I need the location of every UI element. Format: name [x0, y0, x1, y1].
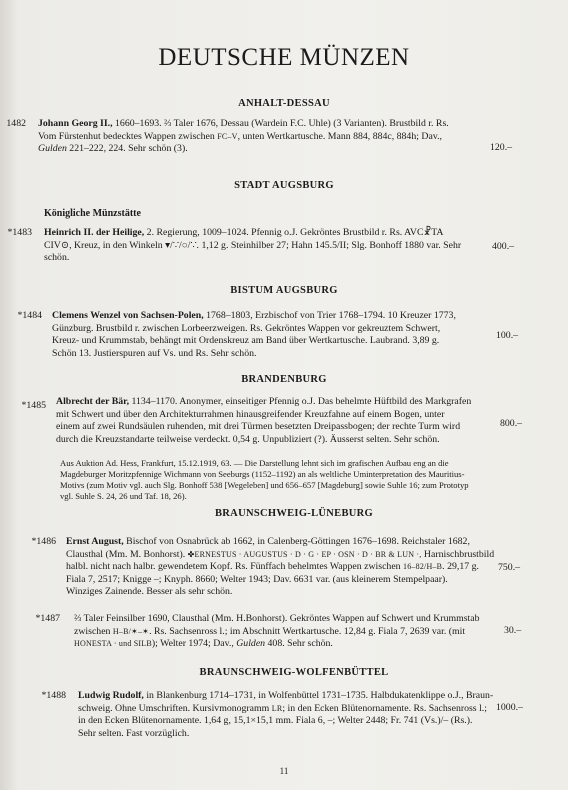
- ruler-name: Ludwig Rudolf,: [78, 690, 144, 701]
- lot-number: *1487: [35, 613, 60, 624]
- section-heading-braunschweig-lueneburg: BRAUNSCHWEIG-LÜNEBURG: [215, 508, 373, 519]
- page-title: DEUTSCHE MÜNZEN: [158, 44, 410, 71]
- lot-number: *1488: [41, 690, 66, 701]
- section-heading-stadt-augsburg: STADT AUGSBURG: [234, 180, 334, 191]
- lot-number: *1485: [21, 400, 46, 411]
- lot-number: 1482: [6, 118, 26, 129]
- lot-description: Heinrich II. der Heilige, 2. Regierung, 1009–1024. Pfennig o.J. Gekröntes Brustbild r. Rs. AVC☧TA CIV⊙, Kreuz, in den Winkeln ▾/∵/○/∵. 1,12 g. Steinhilber 27; Hahn 145.5/II; Slg. Bonhoff 1880 var. Sehr schön.: [44, 227, 462, 264]
- lot-price: 30.–: [504, 625, 522, 636]
- lot-description: Ludwig Rudolf, in Blankenburg 1714–1731, in Wolfenbüttel 1731–1735. Halbdukatenklippe o.J., Braun- schweig. Ohne Umschriften. Kursivmonogramm LR; in den Ecken Blütenornamente. Rs. Sachsenross l.; in den Ecken Blütenornamente. 1,64 g, 15,1×15,1 mm. Fiala 6, –; Welter 2448; Fr. 741 (Vs.)/– (Rs.). Sehr selten. Fast vorzüglich.: [78, 690, 494, 739]
- ruler-name: Johann Georg II.,: [38, 118, 113, 129]
- lot-price: 120.–: [490, 142, 513, 153]
- lot-description: Clemens Wenzel von Sachsen-Polen, 1768–1803, Erzbischof von Trier 1768–1794. 10 Kreuzer 1773, Günzburg. Brustbild r. zwischen Lorbeerzweigen. Rs. Gekröntes Wappen vor gekreuztem Schwert, Kreuz- und Krummstab, behängt mit Ordenskreuz am Band über Wertkartusche. Laubrand. 3,89 g. Schön 13. Justierspuren auf Vs. und Rs. Sehr schön.: [52, 310, 456, 359]
- section-heading-anhalt-dessau: ANHALT-DESSAU: [238, 98, 330, 109]
- lot-description: Johann Georg II., 1660–1693. ⅔ Taler 1676, Dessau (Wardein F.C. Uhle) (3 Varianten). Brustbild r. Rs. Vom Fürstenhut bedecktes Wappen zwischen FC–V, unten Wertkartusche. Mann 884, 884c, 884h; Dav., Gulden 221–222, 224. Sehr schön (3).: [38, 118, 449, 155]
- lot-description: ⅔ Taler Feinsilber 1690, Clausthal (Mm. H.Bonhorst). Gekröntes Wappen auf Schwert und Krummstab zwischen H–B/✶–✶. Rs. Sachsenross l.; im Abschnitt Wertkartusche. 12,84 g. Fiala 7, 2639 var. (mit HONESTA · und SILB); Welter 1974; Dav., Gulden 408. Sehr schön.: [74, 613, 480, 650]
- lot-price: 400.–: [492, 241, 515, 252]
- lot-price: 1000.–: [496, 702, 523, 713]
- lot-number: *1484: [17, 310, 42, 321]
- lot-description: Albrecht der Bär, 1134–1170. Anonymer, einseitiger Pfennig o.J. Das behelmte Hüftbild des Markgrafen mit Schwert und über den Architekturrahmen hinausgreifender Kreuzfahne auf einem Bogen, unter einem auf zwei Rundsäulen ruhenden, mit drei Türmen besetzten Dreipassbogen; der rechte Turm wird durch die Kreuzstandarte teilweise verdeckt. 0,54 g. Unpubliziert (?). Äusserst selten. Sehr schön.: [56, 396, 472, 445]
- lot-number: *1486: [31, 536, 56, 547]
- lot-price: 800.–: [500, 418, 523, 429]
- coin-legend: ✤ERNESTUS · AUGUSTUS · D · G · EP · OSN · D · BR & LUN ·,: [187, 549, 422, 559]
- lot-price: 100.–: [496, 330, 519, 341]
- lot-description: Ernst August, Bischof von Osnabrück ab 1662, in Calenberg-Göttingen 1676–1698. Reichstaler 1682, Clausthal (Mm. M. Bonhorst). ✤ERNESTUS · AUGUSTUS · D · G · EP · OSN · D · BR & LUN ·, Harnischbrustbild halbl. nicht nach halbr. gewendetem Kopf. Rs. Fünffach behelmtes Wappen zwischen 16–82/H–B. 29,17 g. Fiala 7, 2517; Knigge –; Knyph. 8660; Welter 1943; Dav. 6631 var. (aus kleinerem Stempelpaar). Winziges Zainende. Besser als sehr schön.: [66, 536, 495, 598]
- section-heading-bistum-augsburg: BISTUM AUGSBURG: [230, 285, 338, 296]
- ruler-name: Heinrich II. der Heilige,: [44, 227, 145, 238]
- section-heading-brandenburg: BRANDENBURG: [241, 374, 327, 385]
- section-heading-braunschweig-wolfenbuettel: BRAUNSCHWEIG-WOLFENBÜTTEL: [199, 667, 389, 678]
- provenance-note: Aus Auktion Ad. Hess, Frankfurt, 15.12.1919, 63. –– Die Darstellung lehnt sich im grafischen Aufbau eng an die Magdeburger Moritzpfennige Wichmann von Seeburgs (1152–1192) an als weltliche Uminterpretation des Mauritius- Motivs (zum Motiv vgl. auch Slg. Bonhoff 538 [Wegeleben] und 656–657 [Magdeburg] sowie Suhle 16; zum Prototyp vgl. Suhle S. 24, 26 und Taf. 18, 26).: [60, 458, 469, 501]
- ruler-name: Ernst August,: [66, 536, 124, 547]
- subsection-heading: Königliche Münzstätte: [44, 208, 141, 219]
- ruler-name: Clemens Wenzel von Sachsen-Polen,: [52, 310, 204, 321]
- lot-price: 750.–: [498, 562, 521, 573]
- ruler-name: Albrecht der Bär,: [56, 396, 130, 407]
- page-number: 11: [279, 766, 289, 776]
- lot-number: *1483: [7, 227, 32, 238]
